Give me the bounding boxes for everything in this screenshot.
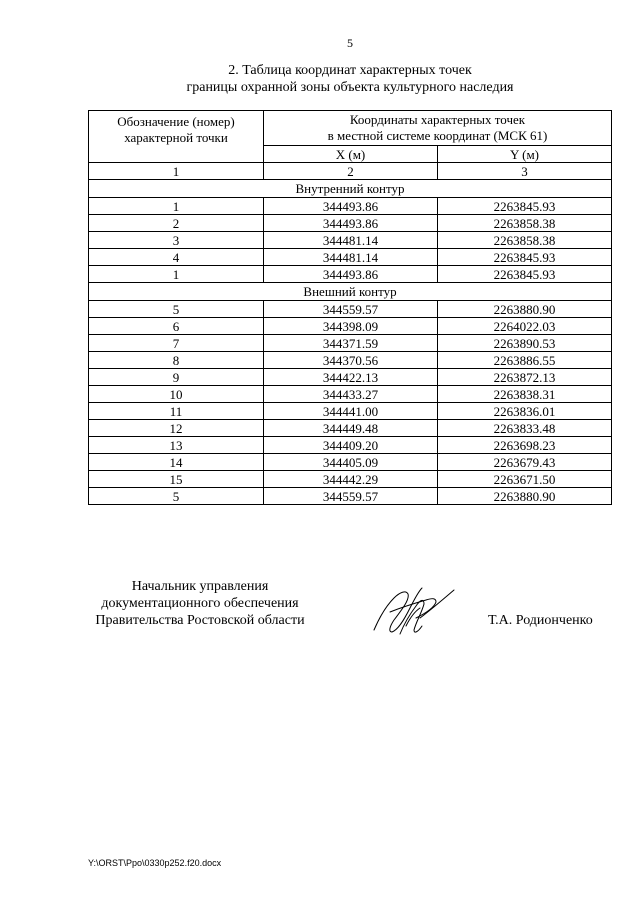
- y-coordinate-cell: 2263845.93: [438, 249, 612, 266]
- table-row: [89, 454, 612, 471]
- x-coordinate-cell: 344370.56: [264, 352, 438, 369]
- table-row: [89, 471, 612, 488]
- x-coordinate-cell: 344422.13: [264, 369, 438, 386]
- x-coordinate-cell: 344405.09: [264, 454, 438, 471]
- y-coordinate-cell: 2263698.23: [438, 437, 612, 454]
- x-coordinate-cell: 344449.48: [264, 420, 438, 437]
- coordinates-label-line-1: Координаты характерных точек: [349, 112, 526, 127]
- point-number-cell: 5: [89, 488, 264, 505]
- y-coordinate-cell: 2264022.03: [438, 318, 612, 335]
- file-path-footer: Y:\ORST\Ppo\0330p252.f20.docx: [88, 858, 222, 868]
- x-coordinate-cell: 344481.14: [264, 232, 438, 249]
- table-row: [89, 420, 612, 437]
- y-coordinate-cell: 2263890.53: [438, 335, 612, 352]
- point-number-cell: 15: [89, 471, 264, 488]
- section-title: Внутренний контур: [89, 180, 612, 198]
- section-header-row: [89, 283, 612, 301]
- point-label-line-1: Обозначение (номер): [117, 114, 235, 129]
- coordinates-table: [88, 110, 612, 505]
- y-column-header: Y (м): [438, 146, 612, 163]
- table-row: [89, 249, 612, 266]
- column-number-row: [89, 163, 612, 180]
- table-row: [89, 403, 612, 420]
- point-label-header: [89, 111, 264, 163]
- x-coordinate-cell: 344441.00: [264, 403, 438, 420]
- table-row: [89, 488, 612, 505]
- y-coordinate-cell: 2263858.38: [438, 215, 612, 232]
- point-number-cell: 11: [89, 403, 264, 420]
- y-coordinate-cell: 2263679.43: [438, 454, 612, 471]
- column-number: 2: [264, 163, 438, 180]
- table-row: [89, 335, 612, 352]
- point-number-cell: 4: [89, 249, 264, 266]
- point-number-cell: 3: [89, 232, 264, 249]
- table-title: [0, 62, 640, 96]
- x-coordinate-cell: 344493.86: [264, 215, 438, 232]
- table-row: [89, 386, 612, 403]
- point-number-cell: 13: [89, 437, 264, 454]
- point-label-line-2: характерной точки: [124, 130, 228, 145]
- page-number: 5: [347, 36, 353, 50]
- y-coordinate-cell: 2263836.01: [438, 403, 612, 420]
- x-coordinate-cell: 344493.86: [264, 266, 438, 283]
- point-number-cell: 6: [89, 318, 264, 335]
- table-row: [89, 318, 612, 335]
- y-coordinate-cell: 2263845.93: [438, 266, 612, 283]
- coordinates-label-line-2: в местной системе координат (МСК 61): [327, 128, 548, 143]
- table-title-line-2: границы охранной зоны объекта культурного наследия: [186, 80, 514, 95]
- y-coordinate-cell: 2263858.38: [438, 232, 612, 249]
- column-number: 1: [89, 163, 264, 180]
- x-coordinate-cell: 344409.20: [264, 437, 438, 454]
- y-coordinate-cell: 2263886.55: [438, 352, 612, 369]
- signatory-position-line-3: Правительства Ростовской области: [95, 613, 305, 628]
- table-row: [89, 266, 612, 283]
- handwritten-signature: [370, 578, 460, 644]
- x-coordinate-cell: 344398.09: [264, 318, 438, 335]
- y-coordinate-cell: 2263838.31: [438, 386, 612, 403]
- x-coordinate-cell: 344559.57: [264, 488, 438, 505]
- signatory-position: [80, 578, 320, 629]
- table-header-row: [89, 111, 612, 146]
- point-number-cell: 14: [89, 454, 264, 471]
- x-coordinate-cell: 344481.14: [264, 249, 438, 266]
- section-title: Внешний контур: [89, 283, 612, 301]
- point-number-cell: 12: [89, 420, 264, 437]
- x-coordinate-cell: 344559.57: [264, 301, 438, 318]
- point-number-cell: 7: [89, 335, 264, 352]
- x-coordinate-cell: 344493.86: [264, 198, 438, 215]
- column-number: 3: [438, 163, 612, 180]
- table-row: [89, 301, 612, 318]
- table-row: [89, 232, 612, 249]
- coordinates-group-header: [264, 111, 612, 146]
- table-row: [89, 215, 612, 232]
- point-number-cell: 5: [89, 301, 264, 318]
- y-coordinate-cell: 2263880.90: [438, 488, 612, 505]
- y-coordinate-cell: 2263845.93: [438, 198, 612, 215]
- section-header-row: [89, 180, 612, 198]
- point-number-cell: 10: [89, 386, 264, 403]
- y-coordinate-cell: 2263880.90: [438, 301, 612, 318]
- point-number-cell: 9: [89, 369, 264, 386]
- table-row: [89, 369, 612, 386]
- point-number-cell: 2: [89, 215, 264, 232]
- signatory-position-line-1: Начальник управления: [131, 579, 269, 594]
- signatory-name: Т.А. Родионченко: [488, 613, 593, 628]
- point-number-cell: 8: [89, 352, 264, 369]
- table-row: [89, 352, 612, 369]
- y-coordinate-cell: 2263833.48: [438, 420, 612, 437]
- point-number-cell: 1: [89, 198, 264, 215]
- x-coordinate-cell: 344371.59: [264, 335, 438, 352]
- y-coordinate-cell: 2263872.13: [438, 369, 612, 386]
- table-row: [89, 437, 612, 454]
- y-coordinate-cell: 2263671.50: [438, 471, 612, 488]
- table-row: [89, 198, 612, 215]
- point-number-cell: 1: [89, 266, 264, 283]
- x-coordinate-cell: 344433.27: [264, 386, 438, 403]
- x-coordinate-cell: 344442.29: [264, 471, 438, 488]
- table-title-line-1: 2. Таблица координат характерных точек: [228, 63, 472, 78]
- signatory-position-line-2: документационного обеспечения: [101, 596, 299, 611]
- x-column-header: Х (м): [264, 146, 438, 163]
